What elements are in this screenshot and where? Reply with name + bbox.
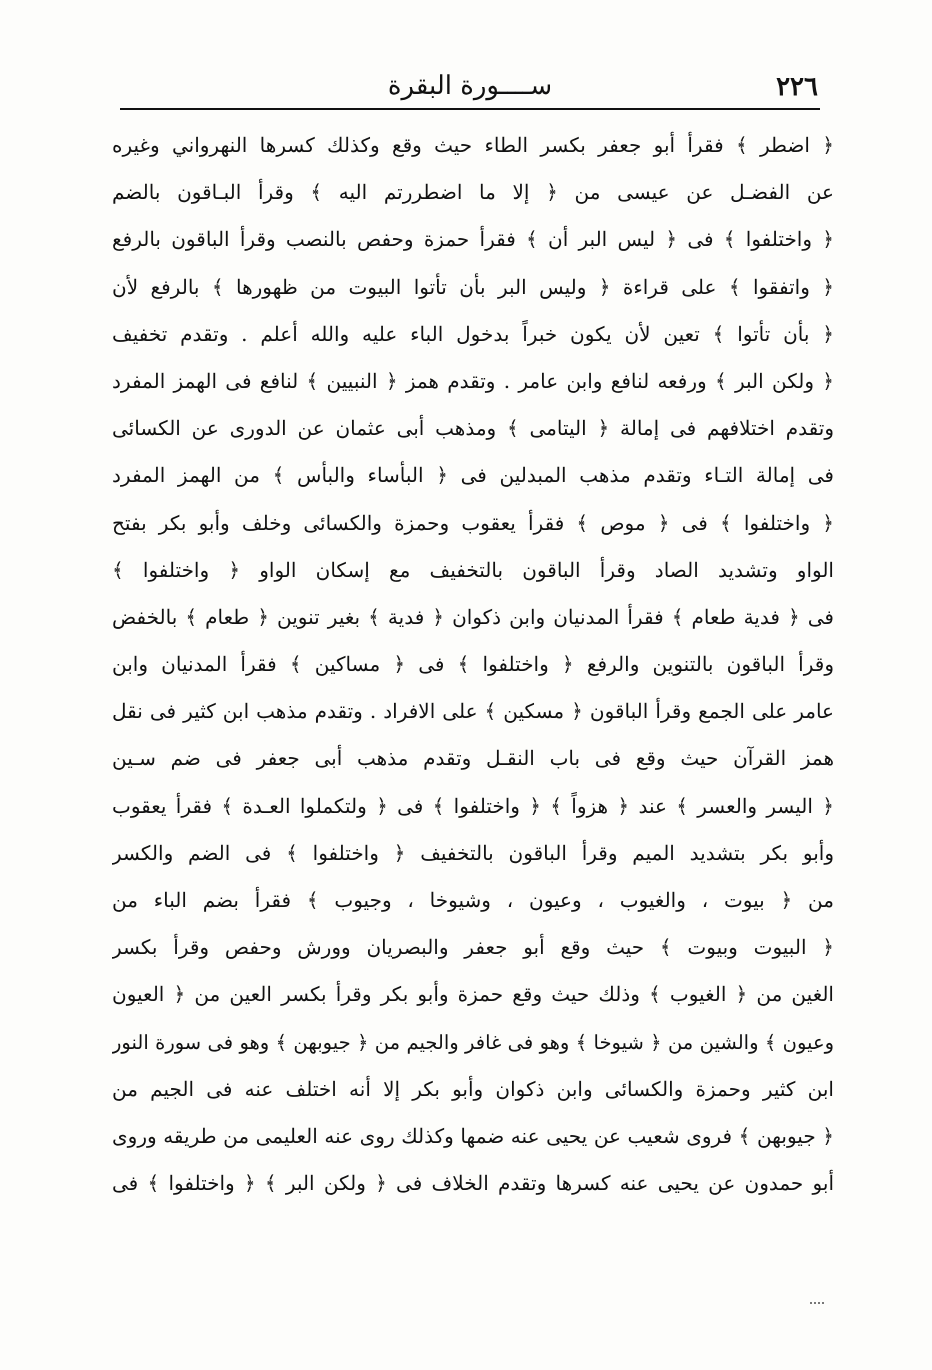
scan-speck xyxy=(810,1296,824,1304)
text-line: فى ﴿ فدية طعام ﴾ فقرأ المدنيان وابن ذكوان ﴿ فدية ﴾ بغير تنوين ﴿ طعام ﴾ بالخفض xyxy=(112,604,834,629)
text-line: ابن كثير وحمزة والكسائى وابن ذكوان وأبو بكر إلا أنه اختلف عنه فى الجيم من xyxy=(112,1076,834,1101)
text-line: وتقدم اختلافهم فى إمالة ﴿ اليتامى ﴾ ومذهب أبى عثمان عن الدورى عن الكسائى xyxy=(112,416,834,441)
text-line: همز القرآن حيث وقع فى باب النقـل وتقدم مذهب أبى جعفر فى ضم سـين xyxy=(112,746,834,771)
text-line: ﴿ ولكن البر ﴾ ورفعه لنافع وابن عامر . وتقدم همز ﴿ النبيين ﴾ لنافع فى الهمز المفرد xyxy=(112,368,834,393)
text-line: ﴿ اضطر ﴾ فقرأ أبو جعفر بكسر الطاء حيث وقع وكذلك كسرها النهرواني وغيره xyxy=(112,133,834,157)
text-line: عن الفضـل عن عيسى من ﴿ إلا ما اضطررتم اليه ﴾ وقرأ البـاقون بالضم xyxy=(112,180,834,205)
text-line: فى إمالة التـاء وتقدم مذهب المبدلين فى ﴿ البأساء والبأس ﴾ من الهمز المفرد xyxy=(112,463,834,488)
text-line: عامر على الجمع وقرأ الباقون ﴿ مسكين ﴾ على الافراد . وتقدم مذهب ابن كثير فى نقل xyxy=(112,699,834,724)
header-divider xyxy=(120,108,820,110)
text-line: ﴿ بأن تأتوا ﴾ تعين لأن يكون خبراً بدخول الباء عليه والله أعلم . وتقدم تخفيف xyxy=(112,321,834,346)
body-text xyxy=(112,122,834,1207)
text-line: الغين من ﴿ الغيوب ﴾ وذلك حيث وقع حمزة وأبو بكر وقرأ بكسر العين من ﴿ العيون xyxy=(112,982,834,1007)
text-line: ﴿ واختلفوا ﴾ فى ﴿ موص ﴾ فقرأ يعقوب وحمزة والكسائى وخلف وأبو بكر بفتح xyxy=(112,510,834,535)
text-line: أبو حمدون عن يحيى عنه كسرها وتقدم الخلاف فى ﴿ ولكن البر ﴾ ﴿ واختلفوا ﴾ فى xyxy=(112,1171,834,1196)
text-line: وقرأ الباقون بالتنوين والرفع ﴿ واختلفوا ﴾ فى ﴿ مساكين ﴾ فقرأ المدنيان وابن xyxy=(112,652,834,677)
text-line: الواو وتشديد الصاد وقرأ الباقون بالتخفيف مع إسكان الواو ﴿ واختلفوا ﴾ xyxy=(112,557,834,582)
text-line: وعيون ﴾ والشين من ﴿ شيوخا ﴾ وهو فى غافر والجيم من ﴿ جيوبهن ﴾ وهو فى سورة النور xyxy=(112,1030,834,1054)
text-line: من ﴿ بيوت ، والغيوب ، وعيون ، وشيوخا ، وجيوب ﴾ فقرأ بضم الباء من xyxy=(112,888,834,912)
text-line: وأبو بكر بتشديد الميم وقرأ الباقون بالتخفيف ﴿ واختلفوا ﴾ فى الضم والكسر xyxy=(112,840,834,865)
text-line: ﴿ واختلفوا ﴾ فى ﴿ ليس البر أن ﴾ فقرأ حمزة وحفص بالنصب وقرأ الباقون بالرفع xyxy=(112,227,834,252)
page-number: ٢٢٦ xyxy=(776,72,818,102)
text-line: ﴿ البيوت وبيوت ﴾ حيث وقع أبو جعفر والبصريان وورش وحفص وقرأ بكسر xyxy=(112,935,834,960)
text-line: ﴿ اليسر والعسر ﴾ عند ﴿ هزواً ﴾ ﴿ واختلفوا ﴾ فى ﴿ ولتكملوا العـدة ﴾ فقرأ يعقوب xyxy=(112,793,834,818)
page-header xyxy=(120,70,820,106)
text-line: ﴿ واتفقوا ﴾ على قراءة ﴿ وليس البر بأن تأتوا البيوت من ظهورها ﴾ بالرفع لأن xyxy=(112,274,834,299)
text-line: ﴿ جيوبهن ﴾ فروى شعيب عن يحيى عنه ضمها وكذلك روى عنه العليمى من طريقه وروى xyxy=(112,1123,834,1148)
surah-title: ســــورة البقرة xyxy=(387,71,553,101)
